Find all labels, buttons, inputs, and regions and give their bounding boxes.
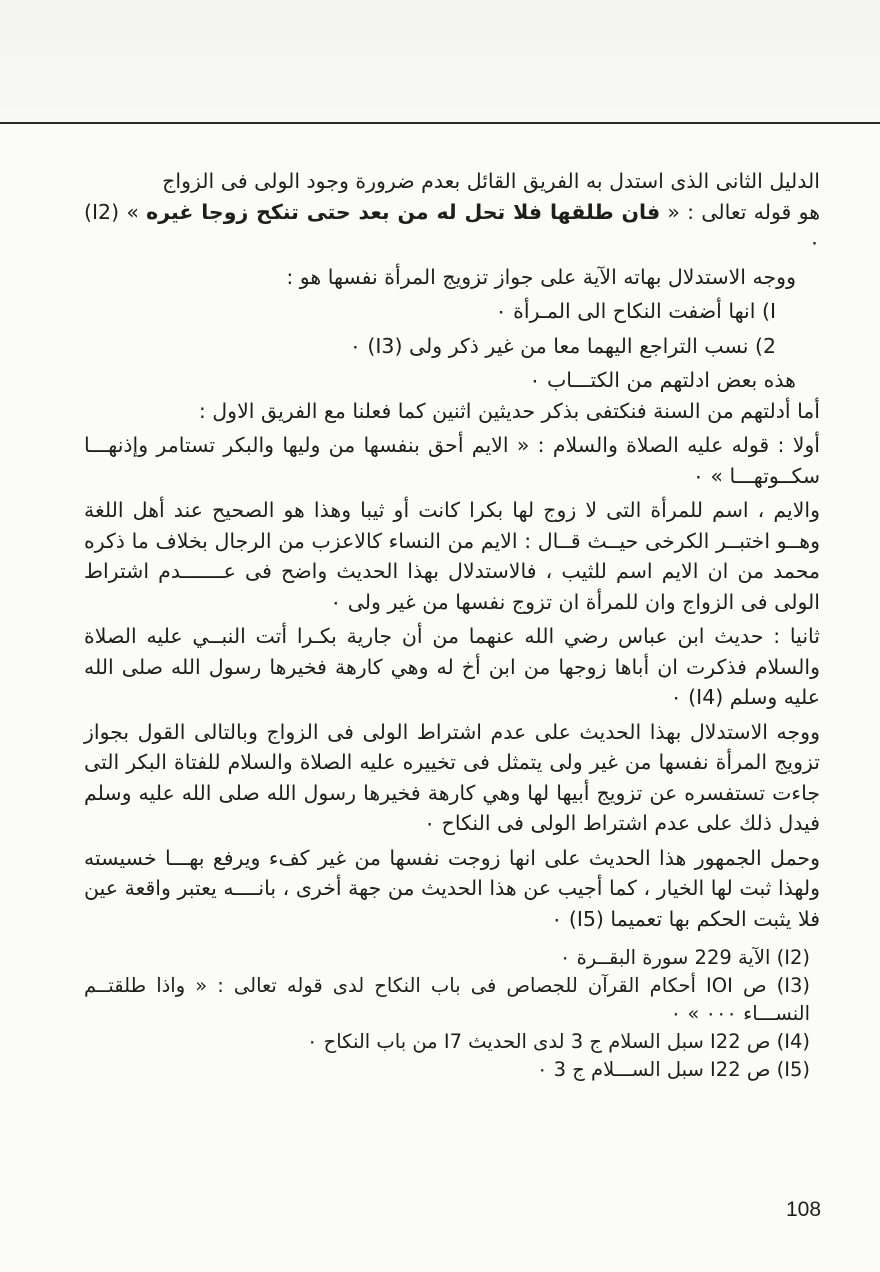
- paragraph-hadith-deduction: ووجه الاستدلال بهذا الحديث على عدم اشتراط الولى فى الزواج وبالتالى القول بجواز تزويج المرأة نفسها من غير ولى يتمثل فى تخييره عليه الصلاة والسلام للفتاة البكر التى جاءت تستفسره عن تزويج أبيها لها وهي كارهة فخيرها رسول الله صلى الله عليه وسلم فيدل ذلك على عدم اشتراط الولى فى النكاح ٠: [84, 719, 820, 835]
- list-item-2: 2) نسب التراجع اليهما معا من غير ذكر ولى (I3) ٠: [349, 333, 776, 358]
- footnote-12: (I2) الآية 229 سورة البقــرة ٠: [559, 946, 810, 969]
- page-body: [84, 166, 820, 1084]
- header-rule: [0, 122, 880, 124]
- paragraph-second-evidence: الدليل الثانى الذى استدل به الفريق القائل بعدم ضرورة وجود الولى فى الزواج: [162, 169, 820, 193]
- paragraph-first-hadith: أولا : قوله عليه الصلاة والسلام : « الايم أحق بنفسها من وليها والبكر تستامر وإذنهـــا سكــوتهـــا » ٠: [84, 433, 820, 488]
- paragraph-ayyim-definition: والايم ، اسم للمرأة التى لا زوج لها بكرا كانت أو ثيبا وهذا هو الصحيح عند أهل اللغة وهــو اختبــر الكرخى حيــث قــال : الايم من النساء كالاعزب من الرجال بخلاف ما ذكره محمد من ان الايم اسم للثيب ، فالاستدلال بهذا الحديث واضح فى عـــــــدم اشتراط الولى فى الزواج وان للمرأة ان تزوج نفسها من غير ولى ٠: [84, 498, 820, 614]
- quran-verse-line: [84, 197, 820, 258]
- paragraph-sunnah-evidence: أما أدلتهم من السنة فنكتفى بذكر حديثين اثنين كما فعلنا مع الفريق الاول :: [198, 398, 820, 423]
- paragraph-book-evidence: هذه بعض ادلتهم من الكتـــاب ٠: [529, 368, 796, 392]
- list-item-1: I) انها أضفت النكاح الى المـرأة ٠: [495, 299, 776, 323]
- paragraph-second-hadith: ثانيا : حديث ابن عباس رضي الله عنهما من أن جارية بكـرا أتت النبــي عليه الصلاة والسلام فذكرت ان أباها زوجها من ابن أخ له وهي كارهة فخيرها رسول الله صلى الله عليه وسلم (I4) ٠: [84, 624, 820, 709]
- footnotes: [84, 944, 820, 1084]
- footnote-15: (I5) ص I22 سبل الســـلام ج 3 ٠: [536, 1058, 810, 1081]
- verse-text: فان طلقها فلا تحل له من بعد حتى تنكح زوجا غيره: [146, 199, 661, 224]
- verse-intro: هو قوله تعالى : «: [660, 199, 821, 224]
- page-number: 108: [786, 1198, 822, 1221]
- verse-note: » (I2) ٠: [84, 199, 820, 254]
- paragraph-deduction: ووجه الاستدلال بهاته الآية على جواز تزويج المرأة نفسها هو :: [286, 264, 796, 289]
- paragraph-majority-view: وحمل الجمهور هذا الحديث على انها زوجت نفسها من غير كفء ويرفع بهـــا خسيسته ولهذا ثبت لها الخيار ، كما أجيب عن هذا الحديث من جهة أخرى ، بانــــه يعتبر واقعة عين فلا يثبت الحكم بها تعميما (I5) ٠: [84, 845, 820, 931]
- footnote-14: (I4) ص I22 سبل السلام ج 3 لدى الحديث I7 من باب النكاح ٠: [306, 1030, 810, 1053]
- footnote-13: (I3) ص IOI أحكام القرآن للجصاص فى باب النكاح لدى قوله تعالى : « واذا طلقتــم النســـاء ٠٠٠ » ٠: [84, 974, 810, 1025]
- scan-margin-top: [0, 0, 880, 122]
